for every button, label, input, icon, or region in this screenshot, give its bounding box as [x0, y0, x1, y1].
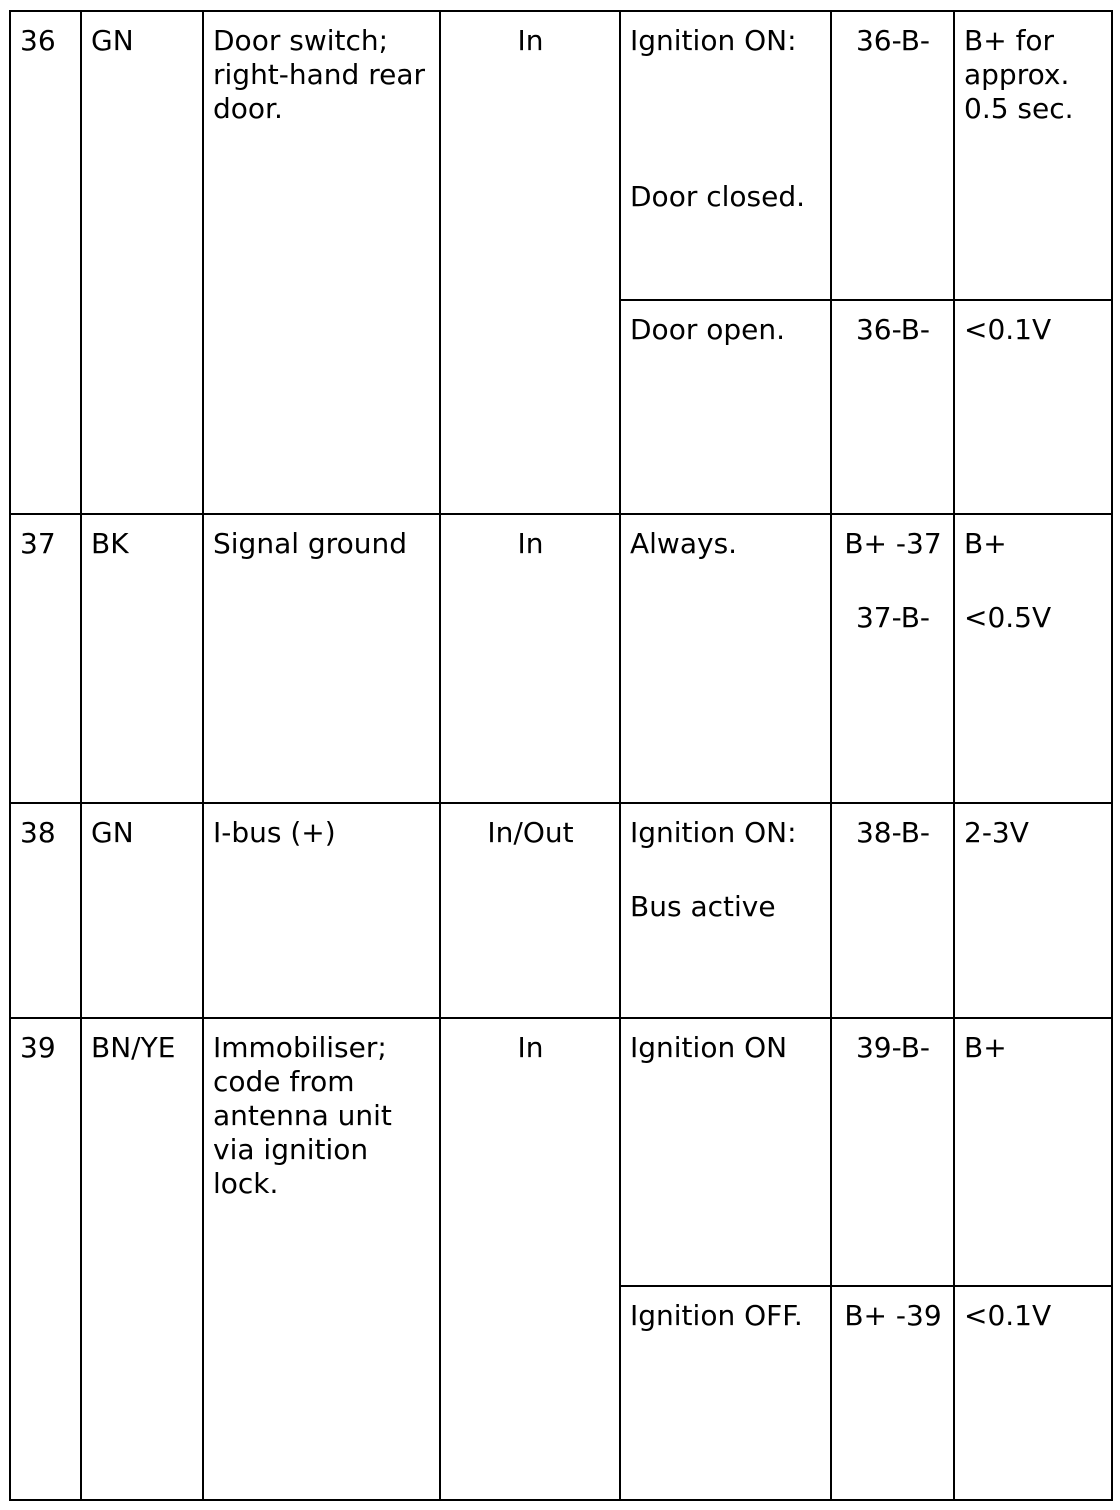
test-condition [620, 11, 831, 300]
measure-line: B+ -37 [844, 527, 942, 560]
nominal-value [954, 514, 1112, 803]
nominal-value: <0.1V [954, 300, 1112, 514]
test-condition [620, 514, 831, 803]
measure-points: 36-B- [831, 11, 954, 300]
table-row [10, 1018, 1112, 1286]
signal-direction: In [440, 1018, 620, 1500]
signal-description: I-bus (+) [203, 803, 440, 1018]
table-row [10, 803, 1112, 1018]
condition-line: Ignition ON: [630, 24, 797, 57]
nominal-value: B+ for approx. 0.5 sec. [954, 11, 1112, 300]
condition-line: Door closed. [630, 180, 806, 213]
condition-line: Ignition OFF. [630, 1299, 803, 1332]
measure-line: 37-B- [855, 601, 931, 634]
test-condition [620, 1286, 831, 1500]
signal-description: Signal ground [203, 514, 440, 803]
pin-number: 39 [10, 1018, 81, 1500]
nominal-value: <0.1V [954, 1286, 1112, 1500]
test-condition [620, 803, 831, 1018]
wire-color: BN/YE [81, 1018, 203, 1500]
wire-color: GN [81, 803, 203, 1018]
pin-number: 37 [10, 514, 81, 803]
signal-direction: In [440, 11, 620, 514]
condition-line: Bus active [630, 890, 776, 923]
value-line: B+ [964, 527, 1007, 560]
condition-line: Door open. [630, 313, 786, 346]
pin-number: 36 [10, 11, 81, 514]
wire-color: GN [81, 11, 203, 514]
measure-points: 38-B- [831, 803, 954, 1018]
condition-line: Always. [630, 527, 738, 560]
nominal-value: 2-3V [954, 803, 1112, 1018]
signal-description: Immobiliser; code from antenna unit via ignition lock. [203, 1018, 440, 1500]
measure-points: B+ -39 [831, 1286, 954, 1500]
wire-color: BK [81, 514, 203, 803]
pin-number: 38 [10, 803, 81, 1018]
test-condition [620, 1018, 831, 1286]
value-line: <0.5V [964, 601, 1052, 634]
measure-points [831, 514, 954, 803]
condition-line: Ignition ON [630, 1031, 788, 1064]
table-row [10, 514, 1112, 803]
test-condition [620, 300, 831, 514]
signal-direction: In [440, 514, 620, 803]
table-row [10, 11, 1112, 300]
signal-description: Door switch; right-hand rear door. [203, 11, 440, 514]
pin-table [9, 10, 1113, 1501]
signal-direction: In/Out [440, 803, 620, 1018]
measure-points: 36-B- [831, 300, 954, 514]
condition-line: Ignition ON: [630, 816, 797, 849]
measure-points: 39-B- [831, 1018, 954, 1286]
nominal-value: B+ [954, 1018, 1112, 1286]
